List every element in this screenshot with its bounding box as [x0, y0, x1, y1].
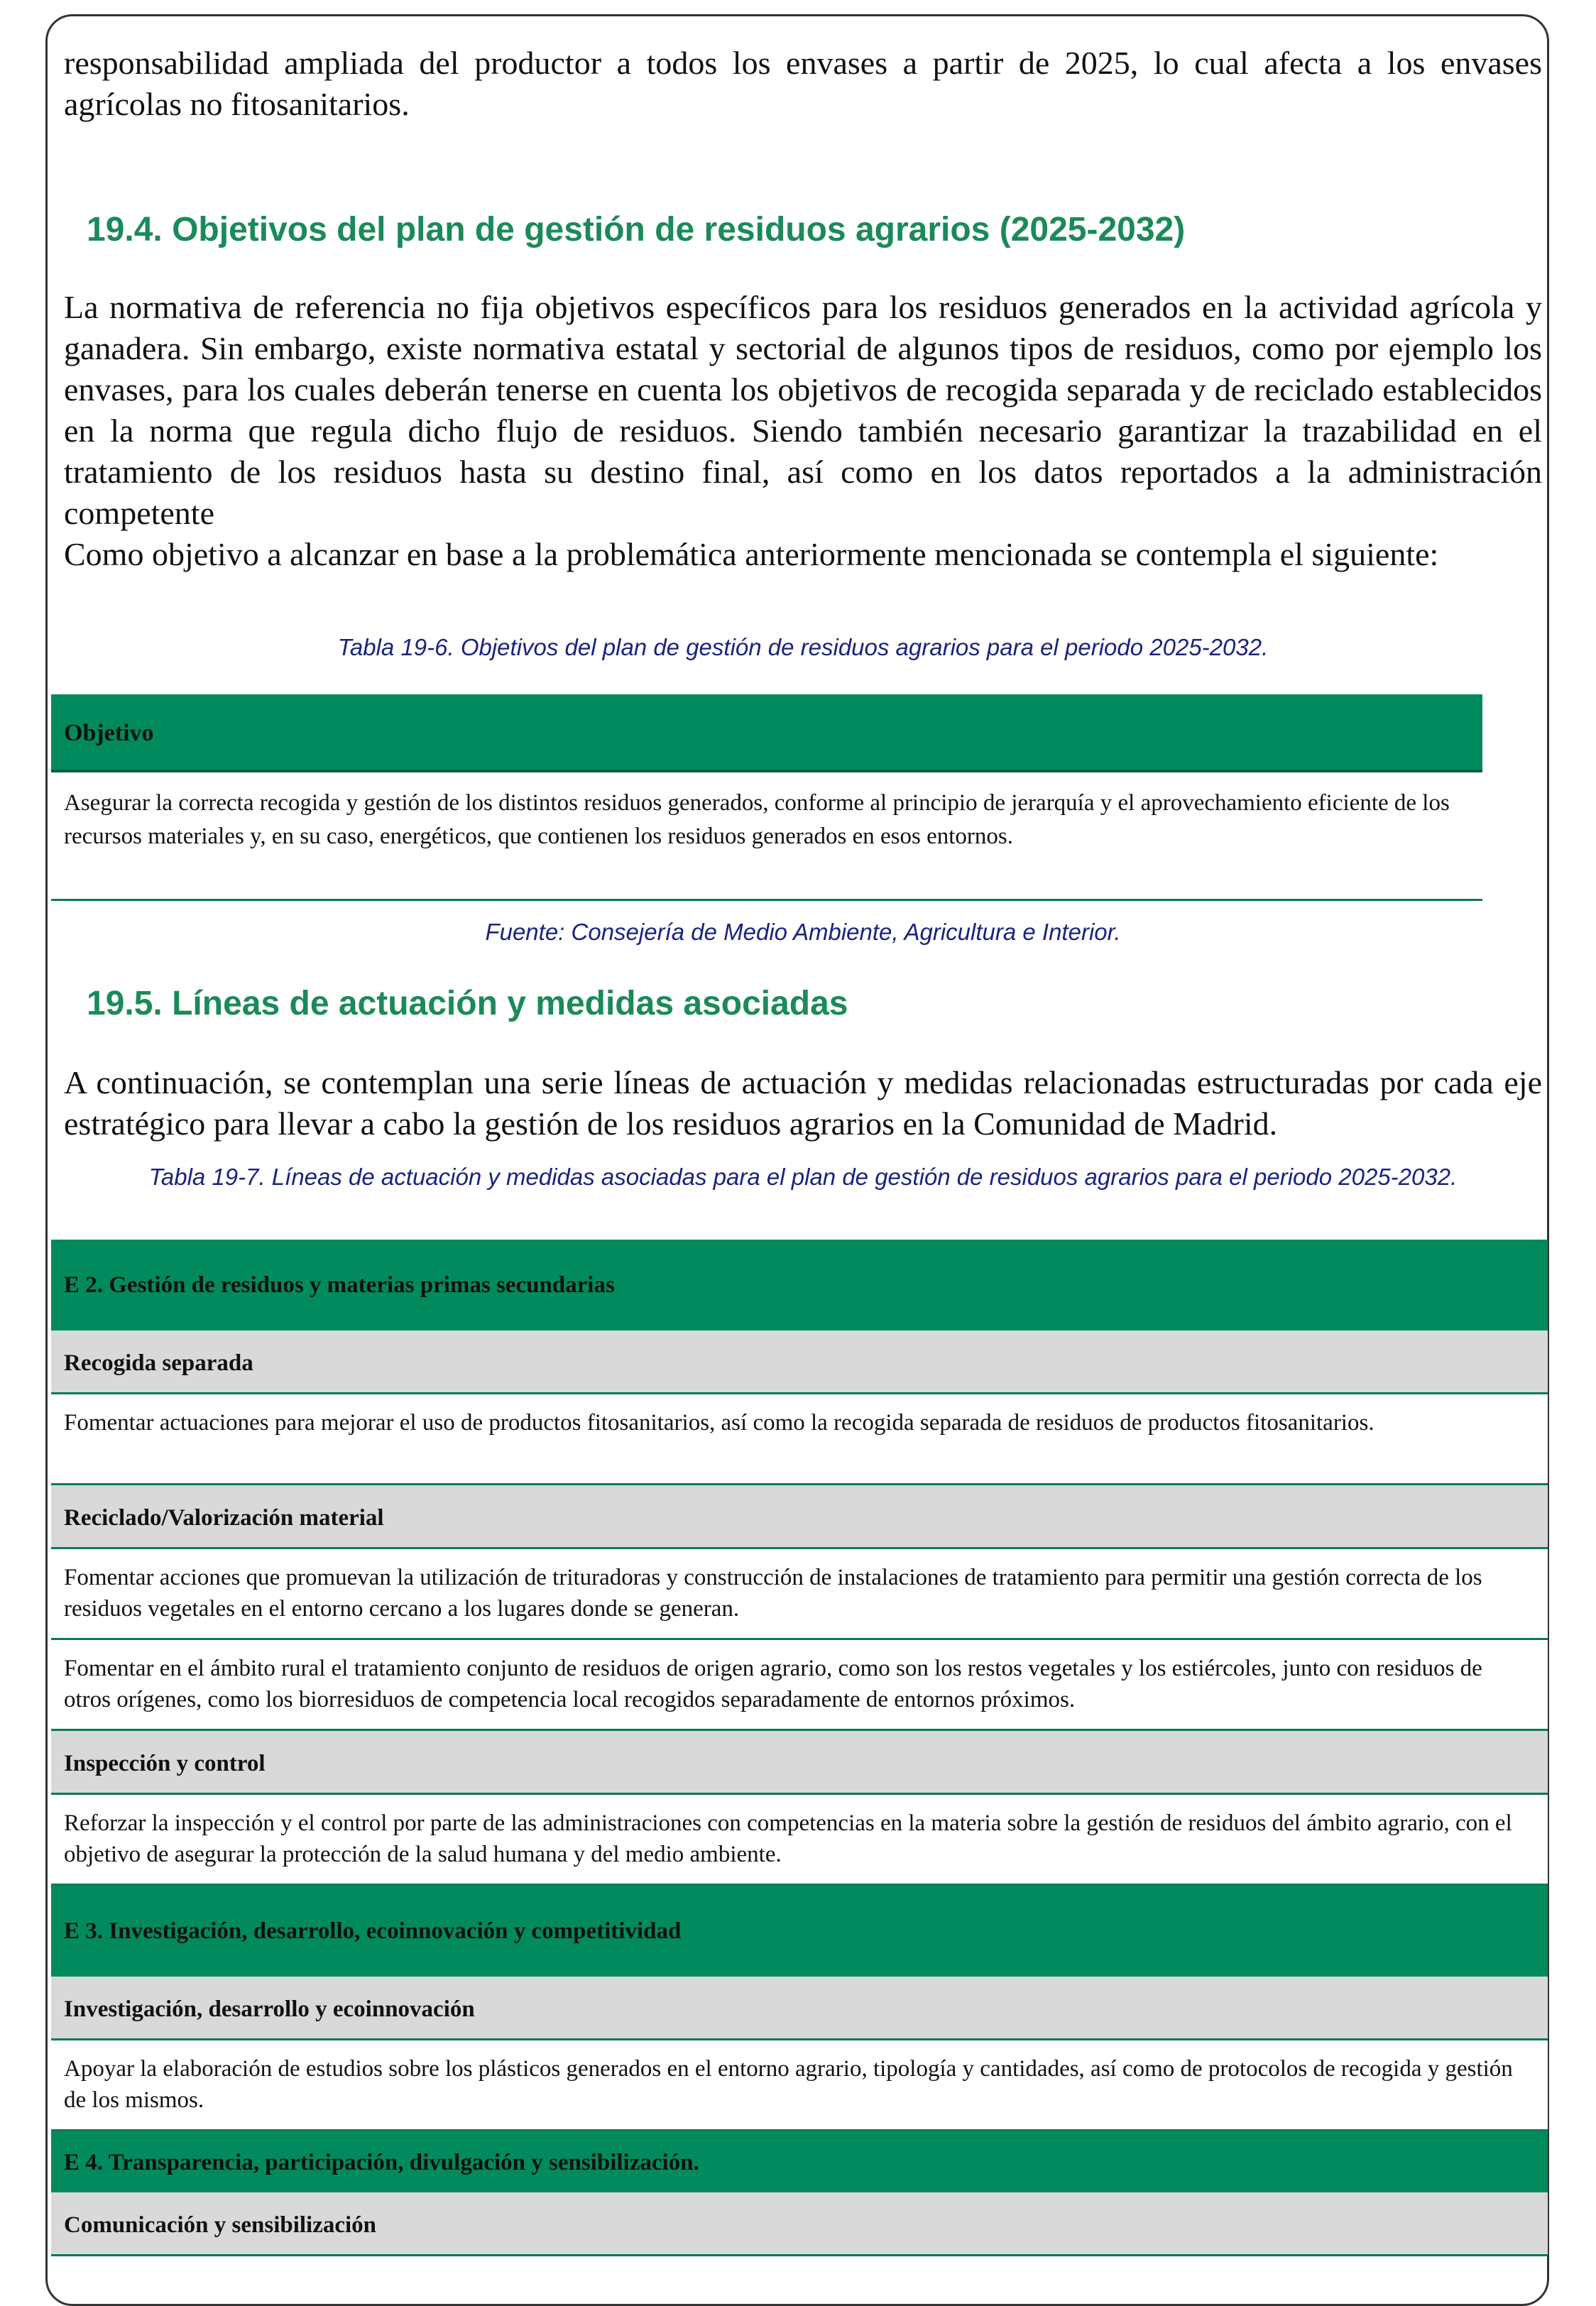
table-row-measure [51, 1394, 1548, 1485]
table-row-subheading [51, 1485, 1548, 1549]
subheading-label: Comunicación y sensibilización [64, 2212, 377, 2238]
measure-text: Fomentar acciones que promuevan la utilización de trituradoras y construcción de instalaciones de tratamiento para permitir una gestión correcta de los residuos vegetales en el entorno cercano a los lugares donde se generan. [64, 1565, 1482, 1622]
intro-paragraph: responsabilidad ampliada del productor a todos los envases a partir de 2025, lo cual afecta a los envases agrícolas no fitosanitarios. [64, 45, 1542, 122]
source-note: Fuente: Consejería de Medio Ambiente, Agricultura e Interior. [485, 919, 1121, 945]
measure-text: Fomentar en el ámbito rural el tratamiento conjunto de residuos de origen agrario, como son los restos vegetales y los estiércoles, junto con residuos de otros orígenes, como los biorresiduos de competencia local recogidos separadamente de entornos próximos. [64, 1656, 1482, 1712]
axis-label: E 2. Gestión de residuos y materias primas secundarias [64, 1272, 615, 1298]
table-row-axis [51, 2131, 1548, 2192]
subheading-label: Recogida separada [64, 1350, 253, 1376]
table-19-6-bottom-rule [51, 899, 1482, 901]
table-19-6-header [51, 694, 1482, 772]
subheading-label: Investigación, desarrollo y ecoinnovación [64, 1996, 475, 2022]
table-row-axis [51, 1886, 1548, 1977]
section-19-4-paragraph-1: La normativa de referencia no fija objetivos específicos para los residuos generados en la actividad agrícola y ganadera. Sin embargo, existe normativa estatal y sectorial de algunos tipos de residuos, como por ejemplo los envases, para los cuales deberán tenerse en cuenta los objetivos de recogida separada y de reciclado establecidos en la norma que regula dicho flujo de residuos. Siendo también necesario garantizar la trazabilidad en el tratamiento de los residuos hasta su destino final, así como en los datos reportados a la administración competente [64, 289, 1542, 531]
table-row-measure [51, 1795, 1548, 1886]
measure-text: Fomentar actuaciones para mejorar el uso de productos fitosanitarios, así como la recogida separada de residuos de productos fitosanitarios. [64, 1410, 1374, 1436]
table-19-7 [51, 1240, 1548, 2256]
subheading-label: Inspección y control [64, 1751, 266, 1776]
subheading-label: Reciclado/Valorización material [64, 1505, 384, 1531]
table-19-6-header-label: Objetivo [64, 720, 154, 746]
table-row-subheading [51, 1977, 1548, 2040]
table-row-subheading [51, 1731, 1548, 1795]
table-19-6-row: Asegurar la correcta recogida y gestión de los distintos residuos generados, conforme al principio de jerarquía y el aprovechamiento eficiente de los recursos materiales y, en su caso, energéticos, que contienen los residuos generados en esos entornos. [64, 790, 1450, 849]
table-row-subheading [51, 1330, 1548, 1394]
axis-label: E 4. Transparencia, participación, divulgación y sensibilización. [64, 2150, 699, 2175]
section-19-4-heading: 19.4. Objetivos del plan de gestión de residuos agrarios (2025-2032) [87, 211, 1186, 248]
table-row-subheading [51, 2192, 1548, 2256]
table-row-measure [51, 2040, 1548, 2131]
section-19-5-paragraph: A continuación, se contemplan una serie líneas de actuación y medidas relacionadas estructuradas por cada eje estratégico para llevar a cabo la gestión de los residuos agrarios en la Comunidad de Madrid. [64, 1064, 1542, 1142]
table-row-measure [51, 1640, 1548, 1731]
section-19-5-heading: 19.5. Líneas de actuación y medidas asociadas [87, 985, 848, 1022]
table-19-7-caption: Tabla 19-7. Líneas de actuación y medidas asociadas para el plan de gestión de residuos agrarios para el periodo 2025-2032. [148, 1164, 1458, 1190]
table-row-measure [51, 1549, 1548, 1640]
axis-label: E 3. Investigación, desarrollo, ecoinnovación y competitividad [64, 1918, 682, 1944]
measure-text: Reforzar la inspección y el control por parte de las administraciones con competencias en la materia sobre la gestión de residuos del ámbito agrario, con el objetivo de asegurar la protección de la salud humana y del medio ambiente. [64, 1810, 1512, 1867]
measure-text: Apoyar la elaboración de estudios sobre los plásticos generados en el entorno agrario, tipología y cantidades, así como de protocolos de recogida y gestión de los mismos. [64, 2056, 1513, 2113]
section-19-4-paragraph-2: Como objetivo a alcanzar en base a la problemática anteriormente mencionada se contempla el siguiente: [64, 536, 1439, 572]
table-19-6-caption: Tabla 19-6. Objetivos del plan de gestión de residuos agrarios para el periodo 2025-2032. [337, 634, 1269, 660]
table-row-axis [51, 1240, 1548, 1330]
